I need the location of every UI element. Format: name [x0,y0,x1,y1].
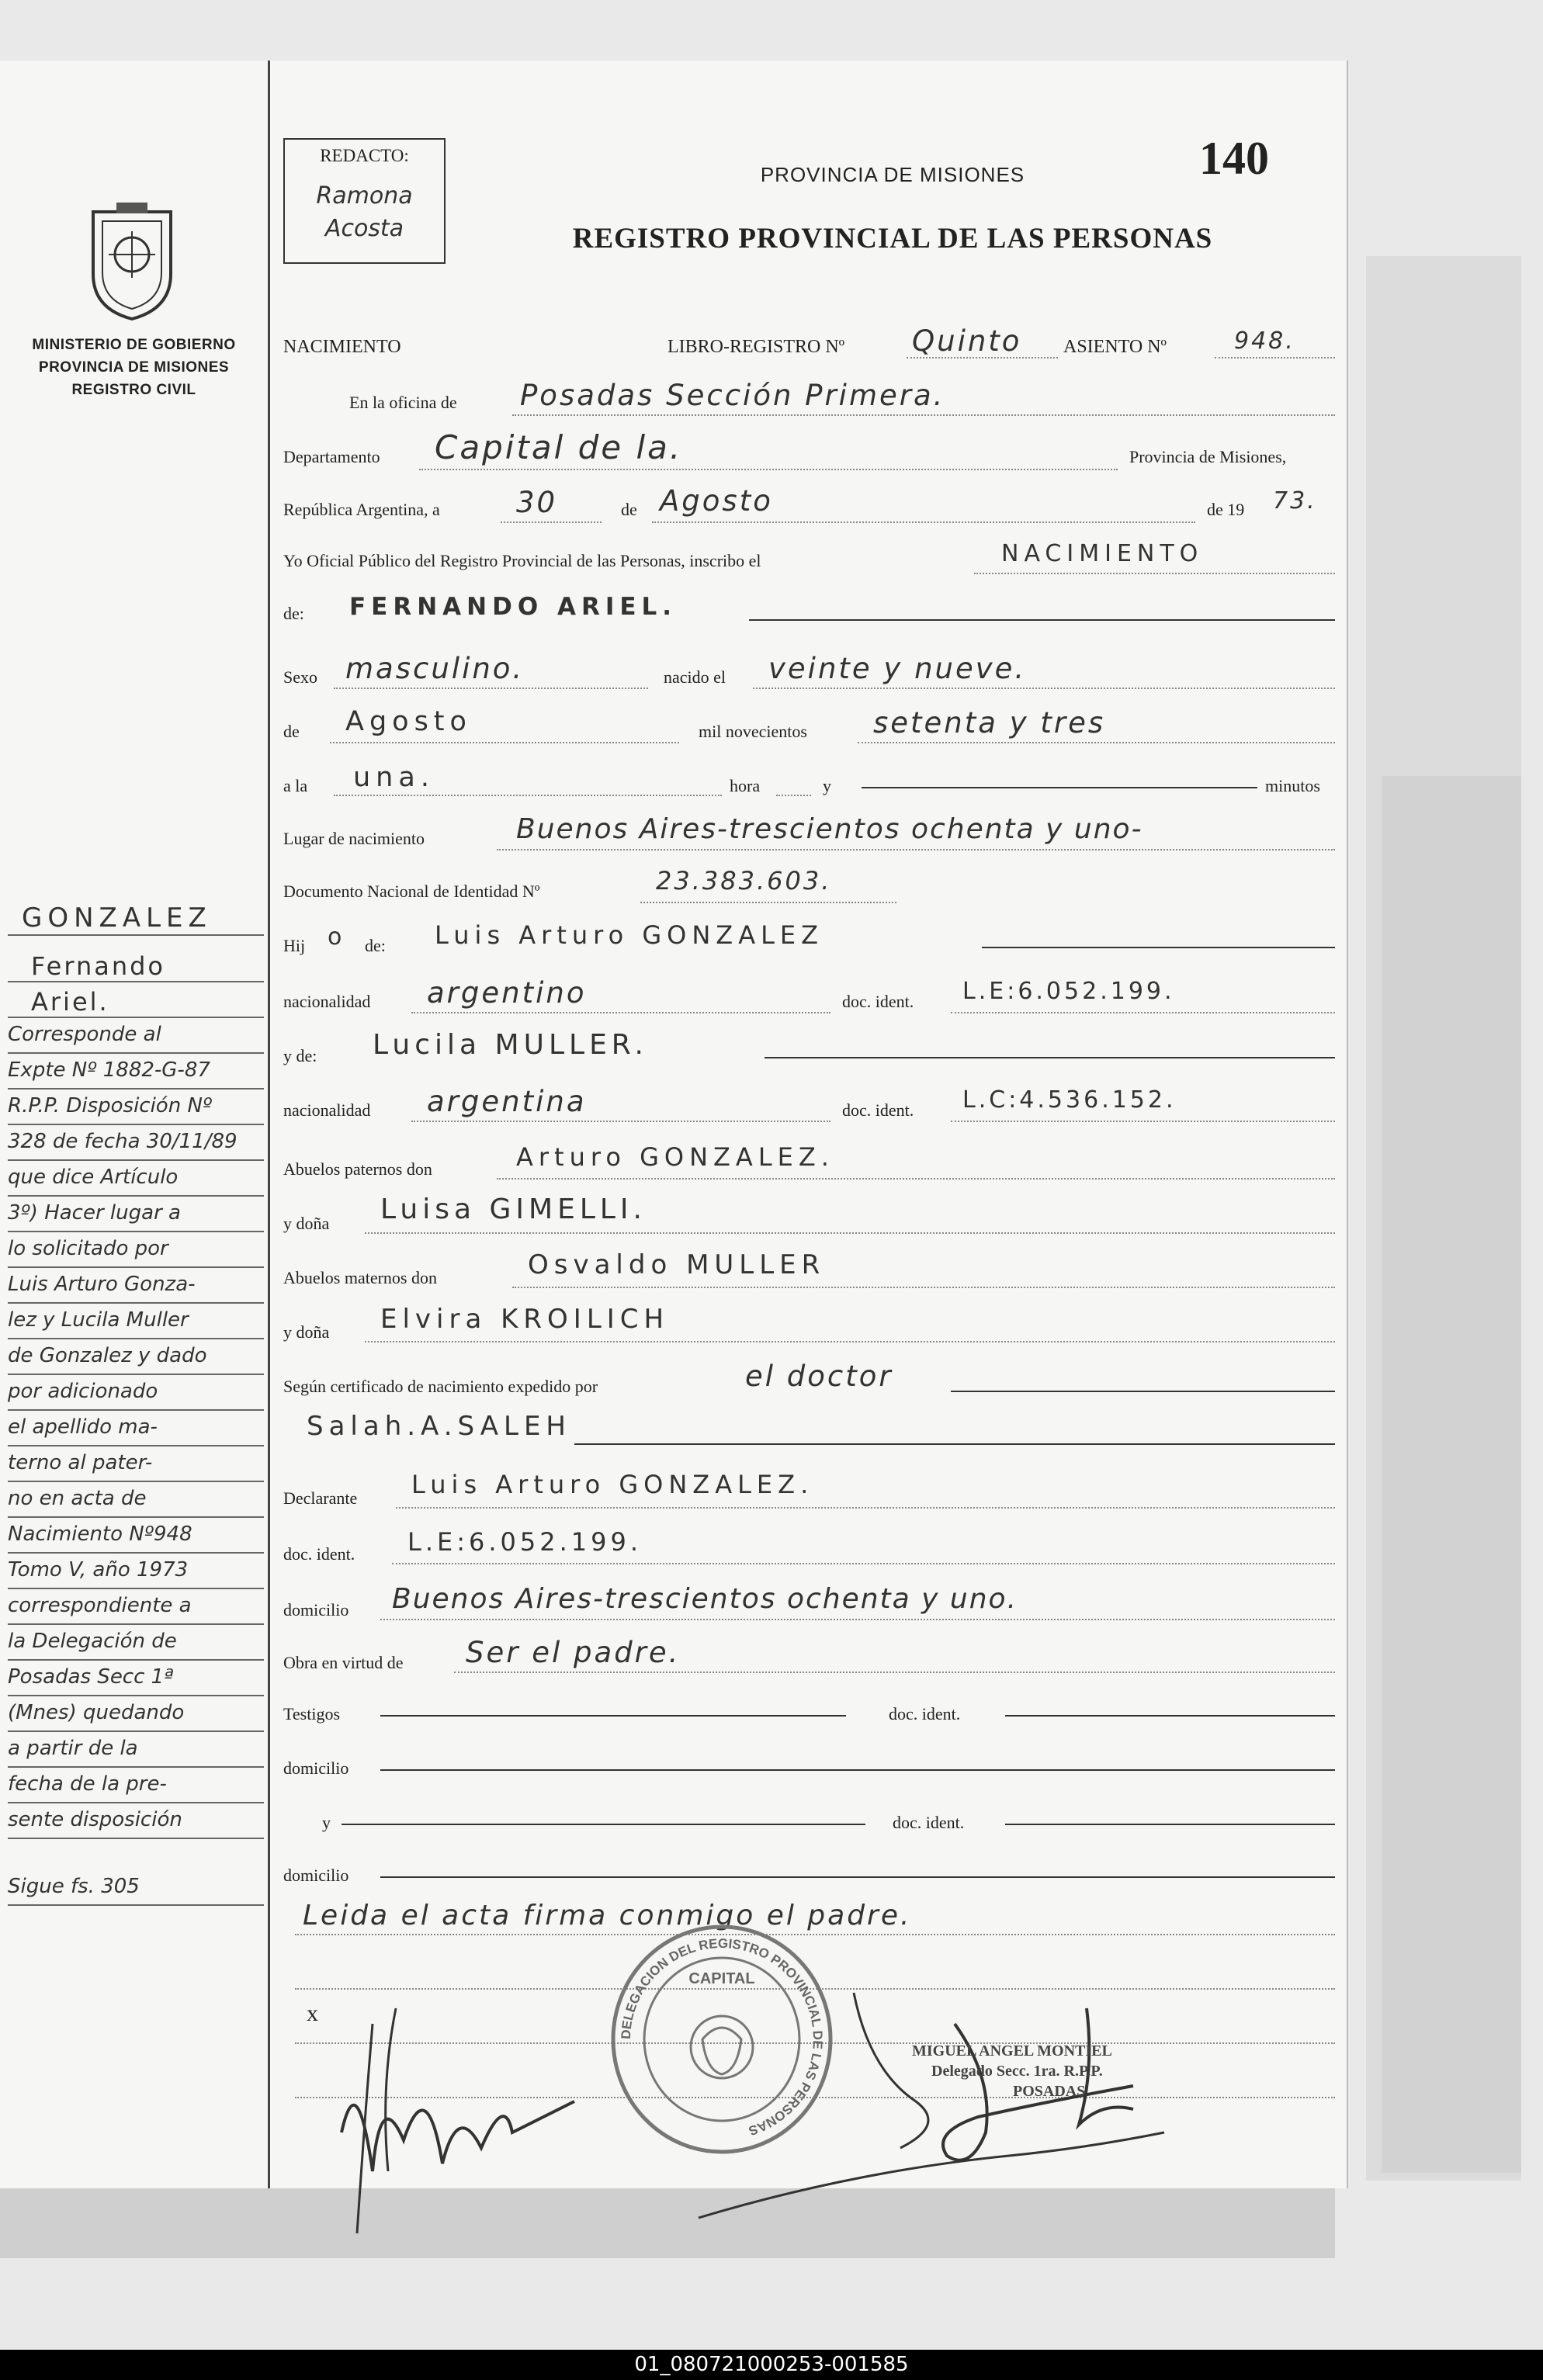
libro-value: Quinto [912,324,1022,358]
oficina-value: Posadas Sección Primera. [520,379,945,412]
margin-note-line: Tomo V, año 1973 [8,1558,189,1581]
medico-line [574,1443,1335,1445]
hora-label: hora [730,776,761,795]
margin-line [8,1088,264,1090]
signature-name: MIGUEL ANGEL MONTIEL [912,2042,1112,2060]
madre-doc-line [951,1121,1335,1122]
y-dona-label-2: y doña [283,1322,330,1342]
margin-note-line: sente disposición [8,1808,182,1831]
oficina-label: En la oficina de [349,393,457,412]
margin-note-line: correspondiente a [8,1594,192,1617]
margin-note-line: a partir de la [8,1737,138,1760]
asiento-line [1215,357,1335,359]
testigo-doc-line [1005,1715,1335,1717]
stamp-ring-text: DELEGACION DEL REGISTRO PROVINCIAL DE LAS PERSONAS [618,1935,826,2139]
back-page-lower [1382,776,1521,2173]
margin-line [8,1904,264,1906]
ministry-line: MINISTERIO DE GOBIERNO [32,337,236,353]
margin-line [8,1516,264,1518]
minutos-label: minutos [1265,776,1320,795]
y-label: y [823,776,831,795]
margin-line [8,1338,264,1339]
madre-doc-value: L.C:4.536.152. [962,1086,1177,1114]
obra-value: Ser el padre. [466,1636,681,1669]
dia-value: 30 [516,486,558,519]
margin-line [8,1766,264,1768]
margin-note-line: Posadas Secc 1ª [8,1665,174,1689]
certificado-line [951,1391,1335,1392]
doc-label: doc. ident. [842,992,914,1011]
redacto-box [283,138,446,264]
padre-value: Luis Arturo GONZALEZ [435,920,824,950]
redacto-name [285,180,444,245]
declarante-doc-label: doc. ident. [283,1544,355,1564]
margin-line [8,1802,264,1803]
testigo-2-doc-label: doc. ident. [893,1813,965,1832]
margin-line [8,1481,264,1482]
libro-line [907,357,1058,359]
nacido-mes-line [330,742,679,743]
signatures-icon [310,1977,1319,2257]
padre-line [982,947,1335,948]
margin-note-line: Nacimiento Nº948 [8,1523,192,1546]
mil-label: mil novecientos [699,722,807,741]
margin-note-line: Fernando [31,951,165,981]
hora-line-2 [776,795,811,796]
nacido-dia-line [753,688,1335,689]
certificado-label: Según certificado de nacimiento expedido por [283,1377,598,1396]
ministry-line: PROVINCIA DE MISIONES [38,359,230,376]
abuelo-paterno-line [497,1178,1335,1180]
leida-text: Leida el acta firma conmigo el padre. [303,1900,912,1931]
lugar-label: Lugar de nacimiento [283,829,425,848]
margin-note-line: terno al pater- [8,1451,153,1474]
margin-line [8,1374,264,1375]
abuelo-materno-line [512,1287,1335,1288]
hijo-label: Hij [283,936,306,955]
declarante-label: Declarante [283,1488,358,1508]
margin-note-line: (Mnes) quedando [8,1701,185,1724]
declarante-line [396,1507,1335,1509]
departamento-line [419,469,1118,470]
abuela-materna-value: Elvira KROILICH [380,1304,670,1335]
margin-surname: GONZALEZ [22,902,212,934]
nacido-label: nacido el [664,667,726,687]
acto-value: NACIMIENTO [1001,540,1204,567]
register-page [0,61,1348,2188]
margin-note-line: Luis Arturo Gonza- [8,1273,196,1296]
margin-line [8,1623,264,1625]
redacto-name-line: Ramona [316,182,413,210]
margin-line [8,1588,264,1589]
margin-line [8,1445,264,1446]
nacido-dia-value: veinte y nueve. [768,652,1027,685]
testigo-domicilio-line [380,1769,1335,1771]
margin-note-line: 328 de fecha 30/11/89 [8,1130,238,1153]
margin-line [8,1159,264,1161]
margin-note-line: no en acta de [8,1487,147,1510]
testigo-domicilio-label: domicilio [283,1758,349,1778]
oficina-line [512,414,1335,416]
sexo-label: Sexo [283,667,317,687]
madre-nacionalidad-value: argentina [427,1085,587,1118]
registry-heading: REGISTRO PROVINCIAL DE LAS PERSONAS [572,223,1213,255]
abuelo-paterno-value: Arturo GONZALEZ. [516,1142,834,1172]
madre-line [765,1057,1335,1058]
redacto-name-line: Acosta [324,215,404,242]
margin-line [8,934,264,936]
abuela-paterna-line [365,1232,1335,1234]
testigo-2-domicilio-label: domicilio [283,1866,349,1885]
de-label: de [621,500,637,519]
abuelos-paternos-label: Abuelos paternos don [283,1159,432,1179]
file-id-caption: 01_080721000253-001585 [634,2353,909,2376]
margin-line [8,1730,264,1732]
nacido-anio-value: setenta y tres [873,706,1106,740]
nombre-value: FERNANDO ARIEL. [349,593,678,621]
padre-doc-value: L.E:6.052.199. [962,978,1175,1005]
declarante-doc-line [392,1563,1335,1564]
margin-note-line: de Gonzalez y dado [8,1344,207,1367]
margin-note-line: Expte Nº 1882-G-87 [8,1058,210,1082]
republica-label: República Argentina, a [283,500,440,519]
madre-value: Lucila MULLER. [373,1029,648,1061]
dni-label: Documento Nacional de Identidad Nº [283,882,540,901]
margin-line [8,1195,264,1197]
abuela-materna-line [365,1341,1335,1342]
padre-doc-line [951,1012,1335,1013]
hijo-suffix: o [328,923,348,951]
margin-note-line: por adicionado [8,1380,158,1403]
domicilio-line [380,1619,1335,1620]
margin-line [8,1695,264,1696]
province-heading: PROVINCIA DE MISIONES [760,163,1025,186]
hora-value: una. [353,762,435,793]
doc-label-2: doc. ident. [842,1100,914,1120]
anio-label: de 19 [1207,500,1245,519]
margin-line [8,981,264,982]
margin-line [8,1552,264,1554]
libro-label: LIBRO-REGISTRO Nº [667,337,845,357]
acto-line [974,573,1335,574]
signature-place: POSADAS [1013,2083,1086,2100]
margin-note-line: fecha de la pre- [8,1772,167,1796]
dia-line [501,521,602,523]
abuelo-materno-value: Osvaldo MULLER [528,1249,826,1280]
lugar-line [497,849,1335,850]
dni-value: 23.383.603. [656,866,832,896]
folio-number: 140 [1199,133,1269,184]
nacido-mes-value: Agosto [345,706,472,737]
margin-note-line: que dice Artículo [8,1166,179,1189]
y-de-label: y de: [283,1046,317,1065]
margin-note-line: Corresponde al [8,1023,161,1046]
ministry-heading [0,334,268,401]
mes-value: Agosto [660,484,773,518]
medico-value: Salah.A.SALEH [307,1411,571,1442]
testigo-y-label: y [322,1813,331,1832]
a-la-label: a la [283,776,308,795]
margin-line [8,1302,264,1304]
sexo-value: masculino. [345,652,525,685]
record-type-label: NACIMIENTO [283,337,401,357]
mes-line [652,521,1195,523]
testigo-doc-label: doc. ident. [889,1704,961,1724]
lugar-value: Buenos Aires-trescientos ochenta y uno- [516,813,1143,845]
margin-line [8,1231,264,1232]
abuelos-maternos-label: Abuelos maternos don [283,1268,437,1287]
margin-note-line: Ariel. [31,987,109,1017]
declarante-doc-value: L.E:6.052.199. [407,1527,643,1557]
declarante-value: Luis Arturo GONZALEZ. [411,1470,814,1499]
testigo-2-line [342,1824,865,1825]
margin-line [8,1838,264,1839]
asiento-label: ASIENTO Nº [1063,337,1167,357]
certificado-por-value: el doctor [745,1360,893,1393]
margin-line [8,1017,264,1018]
margin-note-line: el apellido ma- [8,1415,158,1439]
obra-line [454,1672,1335,1673]
minutos-line [862,787,1257,788]
coat-of-arms-icon [78,196,186,320]
obra-label: Obra en virtud de [283,1653,404,1672]
padre-nacionalidad-value: argentino [427,976,587,1010]
margin-line [8,1659,264,1661]
de3-label: de [283,722,300,741]
domicilio-label: domicilio [283,1600,349,1620]
y-dona-label: y doña [283,1214,330,1233]
nacionalidad-label: nacionalidad [283,992,371,1011]
hora-line [334,795,722,796]
margin-note-line: la Delegación de [8,1630,177,1653]
testigo-line [380,1715,846,1717]
domicilio-value: Buenos Aires-trescientos ochenta y uno. [392,1583,1018,1615]
nacionalidad-label-2: nacionalidad [283,1100,371,1120]
margin-note-line: lo solicitado por [8,1237,168,1260]
margin-note-line: R.P.P. Disposición Nº [8,1094,213,1117]
nacido-anio-line [858,742,1335,743]
de2-label: de: [283,604,304,623]
margin-note-line: lez y Lucila Muller [8,1308,189,1332]
margin-column [0,61,270,2188]
nombre-line [749,619,1335,621]
asiento-value: 948. [1234,327,1295,355]
dni-line [640,902,896,903]
margin-line [8,1124,264,1125]
abuela-paterna-value: Luisa GIMELLI. [380,1193,647,1225]
madre-nacionalidad-line [411,1121,830,1122]
departamento-label: Departamento [283,447,380,466]
signature-role: Delegado Secc. 1ra. R.P.P. [931,2063,1103,2080]
margin-note-line: 3º) Hacer lugar a [8,1201,181,1225]
stamp-center-text: CAPITAL [688,1970,755,1987]
testigo-2-doc-line [1005,1824,1335,1825]
ministry-line: REGISTRO CIVIL [71,382,196,398]
oficial-text: Yo Oficial Público del Registro Provincial de las Personas, inscribo el [283,551,761,570]
testigo-2-domicilio-line [380,1876,1335,1878]
margin-note-line: Sigue fs. 305 [8,1875,140,1898]
redacto-label: REDACTO: [320,146,409,165]
provincia-label: Provincia de Misiones, [1129,447,1287,466]
testigos-label: Testigos [283,1704,341,1724]
sexo-line [334,688,648,689]
signature-x-mark: x [307,2001,318,2026]
hijo-de-label: de: [365,936,386,955]
departamento-value: Capital de la. [435,428,683,466]
padre-nacionalidad-line [411,1012,830,1013]
margin-line [8,1266,264,1268]
margin-line [8,1052,264,1054]
anio-value: 73. [1273,487,1317,514]
margin-line [8,1409,264,1411]
